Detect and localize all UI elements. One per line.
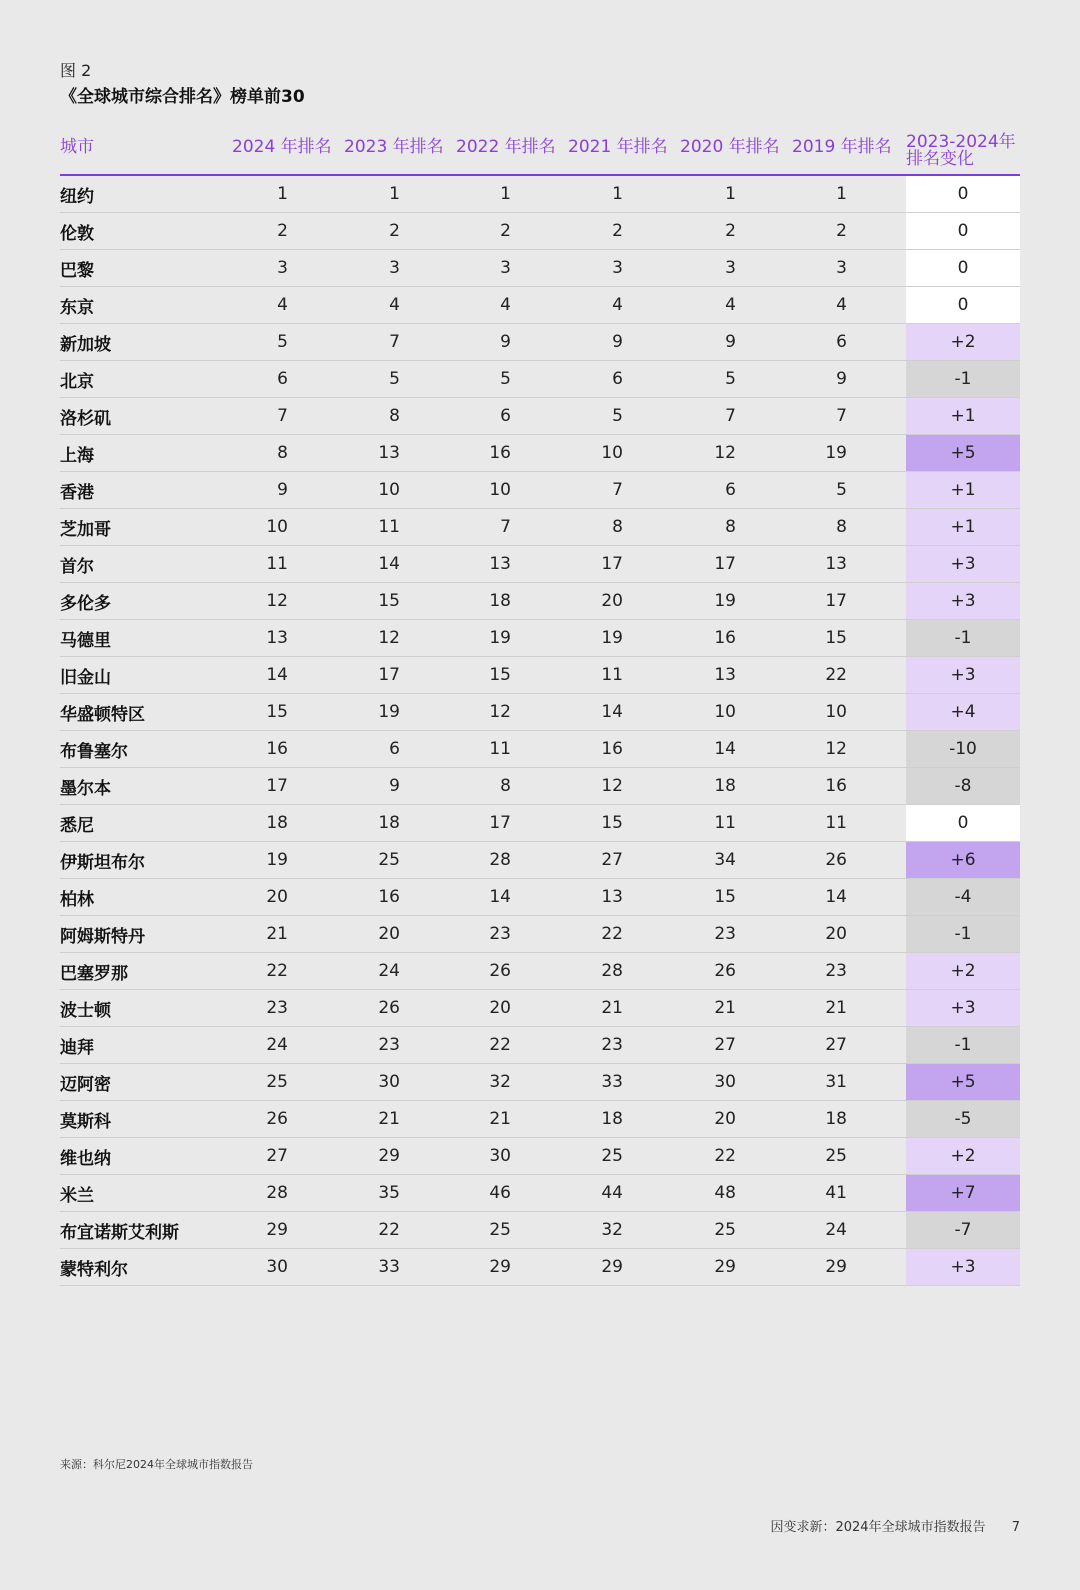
city-name: 纽约 bbox=[60, 186, 94, 207]
rank-2023: 20 bbox=[378, 924, 400, 944]
rank-2023: 35 bbox=[378, 1183, 400, 1203]
rank-2023: 15 bbox=[378, 591, 400, 611]
rank-2021: 18 bbox=[601, 1109, 623, 1129]
rank-change: +2 bbox=[906, 953, 1020, 989]
rank-2020: 29 bbox=[714, 1257, 736, 1277]
city-name: 布宜诺斯艾利斯 bbox=[60, 1222, 179, 1243]
rank-2019: 23 bbox=[825, 961, 847, 981]
rank-2023: 30 bbox=[378, 1072, 400, 1092]
rank-2019: 27 bbox=[825, 1035, 847, 1055]
rank-2023: 33 bbox=[378, 1257, 400, 1277]
rank-2024: 1 bbox=[277, 184, 288, 204]
table-row bbox=[60, 472, 1020, 509]
table-row bbox=[60, 213, 1020, 250]
rank-2024: 11 bbox=[266, 554, 288, 574]
rank-2022: 19 bbox=[489, 628, 511, 648]
rank-2019: 24 bbox=[825, 1220, 847, 1240]
city-name: 洛杉矶 bbox=[60, 408, 111, 429]
rank-2024: 24 bbox=[266, 1035, 288, 1055]
city-name: 柏林 bbox=[60, 889, 94, 910]
rank-change: +2 bbox=[906, 324, 1020, 360]
rank-2023: 18 bbox=[378, 813, 400, 833]
rank-2019: 6 bbox=[836, 332, 847, 352]
rank-2019: 26 bbox=[825, 850, 847, 870]
rank-2019: 41 bbox=[825, 1183, 847, 1203]
rank-change: -8 bbox=[906, 768, 1020, 804]
city-name: 蒙特利尔 bbox=[60, 1259, 128, 1280]
city-name: 伦敦 bbox=[60, 223, 94, 244]
header-city: 城市 bbox=[60, 137, 94, 157]
rank-2020: 16 bbox=[714, 628, 736, 648]
rank-2024: 19 bbox=[266, 850, 288, 870]
table-row bbox=[60, 953, 1020, 990]
figure-title: 《全球城市综合排名》榜单前30 bbox=[60, 87, 305, 107]
table-header bbox=[60, 128, 1020, 176]
rank-2021: 4 bbox=[612, 295, 623, 315]
header-2024: 2024 年排名 bbox=[232, 137, 332, 157]
rank-change: +3 bbox=[906, 583, 1020, 619]
rank-change: +6 bbox=[906, 842, 1020, 878]
table-row bbox=[60, 1249, 1020, 1286]
rank-2021: 33 bbox=[601, 1072, 623, 1092]
rank-2024: 17 bbox=[266, 776, 288, 796]
rank-2022: 25 bbox=[489, 1220, 511, 1240]
rank-2021: 32 bbox=[601, 1220, 623, 1240]
rank-2021: 3 bbox=[612, 258, 623, 278]
header-2020: 2020 年排名 bbox=[680, 137, 780, 157]
rank-change: +5 bbox=[906, 435, 1020, 471]
rank-2022: 29 bbox=[489, 1257, 511, 1277]
rank-2020: 7 bbox=[725, 406, 736, 426]
city-name: 巴黎 bbox=[60, 260, 94, 281]
rank-2019: 1 bbox=[836, 184, 847, 204]
rank-2020: 20 bbox=[714, 1109, 736, 1129]
rank-2024: 9 bbox=[277, 480, 288, 500]
rank-2024: 25 bbox=[266, 1072, 288, 1092]
rank-2022: 46 bbox=[489, 1183, 511, 1203]
rank-change: -4 bbox=[906, 879, 1020, 915]
rank-2024: 3 bbox=[277, 258, 288, 278]
rank-2020: 12 bbox=[714, 443, 736, 463]
table-row bbox=[60, 768, 1020, 805]
rank-2022: 6 bbox=[500, 406, 511, 426]
rank-2020: 6 bbox=[725, 480, 736, 500]
rank-2023: 23 bbox=[378, 1035, 400, 1055]
table-body bbox=[60, 176, 1020, 1286]
city-name: 波士顿 bbox=[60, 1000, 111, 1021]
table-row bbox=[60, 842, 1020, 879]
rank-2020: 26 bbox=[714, 961, 736, 981]
rank-change: +3 bbox=[906, 546, 1020, 582]
header-2023: 2023 年排名 bbox=[344, 137, 444, 157]
rank-change: +1 bbox=[906, 509, 1020, 545]
rank-2019: 3 bbox=[836, 258, 847, 278]
rank-2024: 5 bbox=[277, 332, 288, 352]
rank-2023: 3 bbox=[389, 258, 400, 278]
rank-change: -1 bbox=[906, 1027, 1020, 1063]
rank-change: +2 bbox=[906, 1138, 1020, 1174]
rank-2019: 10 bbox=[825, 702, 847, 722]
rank-2022: 30 bbox=[489, 1146, 511, 1166]
rank-2021: 10 bbox=[601, 443, 623, 463]
rank-2023: 6 bbox=[389, 739, 400, 759]
rank-2024: 30 bbox=[266, 1257, 288, 1277]
rank-2021: 6 bbox=[612, 369, 623, 389]
page-footer bbox=[770, 1516, 1020, 1535]
table-row bbox=[60, 1175, 1020, 1212]
rank-2024: 22 bbox=[266, 961, 288, 981]
table-row bbox=[60, 1212, 1020, 1249]
city-name: 维也纳 bbox=[60, 1148, 111, 1169]
city-name: 迪拜 bbox=[60, 1037, 94, 1058]
city-name: 东京 bbox=[60, 297, 94, 318]
source-note: 来源：科尔尼2024年全球城市指数报告 bbox=[60, 1458, 253, 1471]
rank-2023: 2 bbox=[389, 221, 400, 241]
table-row bbox=[60, 1064, 1020, 1101]
rank-2021: 1 bbox=[612, 184, 623, 204]
rank-2019: 9 bbox=[836, 369, 847, 389]
rank-change: +3 bbox=[906, 657, 1020, 693]
rank-2022: 32 bbox=[489, 1072, 511, 1092]
figure-label: 图 2 bbox=[60, 61, 92, 80]
rank-2020: 14 bbox=[714, 739, 736, 759]
city-name: 墨尔本 bbox=[60, 778, 111, 799]
rank-2020: 17 bbox=[714, 554, 736, 574]
table-row bbox=[60, 250, 1020, 287]
rank-2023: 11 bbox=[378, 517, 400, 537]
rank-2020: 4 bbox=[725, 295, 736, 315]
rank-2023: 19 bbox=[378, 702, 400, 722]
rank-2021: 8 bbox=[612, 517, 623, 537]
page-number: 7 bbox=[1011, 1520, 1020, 1535]
rank-2021: 20 bbox=[601, 591, 623, 611]
rank-change: +7 bbox=[906, 1175, 1020, 1211]
rank-2020: 19 bbox=[714, 591, 736, 611]
rank-2022: 5 bbox=[500, 369, 511, 389]
city-name: 华盛顿特区 bbox=[60, 704, 145, 725]
city-name: 北京 bbox=[60, 371, 94, 392]
rank-2021: 2 bbox=[612, 221, 623, 241]
table-row bbox=[60, 805, 1020, 842]
rank-2024: 20 bbox=[266, 887, 288, 907]
rank-2021: 14 bbox=[601, 702, 623, 722]
rank-2024: 27 bbox=[266, 1146, 288, 1166]
rank-2020: 5 bbox=[725, 369, 736, 389]
rank-2020: 13 bbox=[714, 665, 736, 685]
rank-2020: 21 bbox=[714, 998, 736, 1018]
rank-change: +3 bbox=[906, 990, 1020, 1026]
rank-2022: 4 bbox=[500, 295, 511, 315]
rank-2024: 16 bbox=[266, 739, 288, 759]
rank-2024: 21 bbox=[266, 924, 288, 944]
rank-2021: 17 bbox=[601, 554, 623, 574]
rank-2023: 13 bbox=[378, 443, 400, 463]
rank-2019: 20 bbox=[825, 924, 847, 944]
rank-2019: 31 bbox=[825, 1072, 847, 1092]
rank-2023: 25 bbox=[378, 850, 400, 870]
rank-change: +4 bbox=[906, 694, 1020, 730]
city-name: 上海 bbox=[60, 445, 94, 466]
header-2021: 2021 年排名 bbox=[568, 137, 668, 157]
city-name: 马德里 bbox=[60, 630, 111, 651]
header-2022: 2022 年排名 bbox=[456, 137, 556, 157]
rank-2023: 12 bbox=[378, 628, 400, 648]
table-row bbox=[60, 546, 1020, 583]
rank-2022: 22 bbox=[489, 1035, 511, 1055]
rank-2022: 7 bbox=[500, 517, 511, 537]
city-name: 新加坡 bbox=[60, 334, 111, 355]
table-row bbox=[60, 1138, 1020, 1175]
rank-2024: 28 bbox=[266, 1183, 288, 1203]
rank-change: -5 bbox=[906, 1101, 1020, 1137]
rank-change: 0 bbox=[906, 176, 1020, 212]
table-row bbox=[60, 435, 1020, 472]
rank-2021: 27 bbox=[601, 850, 623, 870]
rank-2022: 17 bbox=[489, 813, 511, 833]
rank-2021: 15 bbox=[601, 813, 623, 833]
rank-2021: 25 bbox=[601, 1146, 623, 1166]
rank-change: +1 bbox=[906, 398, 1020, 434]
header-2019: 2019 年排名 bbox=[792, 137, 892, 157]
rank-2022: 23 bbox=[489, 924, 511, 944]
city-name: 迈阿密 bbox=[60, 1074, 111, 1095]
rank-2023: 1 bbox=[389, 184, 400, 204]
rank-2024: 6 bbox=[277, 369, 288, 389]
rank-2020: 27 bbox=[714, 1035, 736, 1055]
rank-2022: 2 bbox=[500, 221, 511, 241]
table-row bbox=[60, 694, 1020, 731]
rank-change: 0 bbox=[906, 213, 1020, 249]
rank-2021: 29 bbox=[601, 1257, 623, 1277]
rank-2020: 10 bbox=[714, 702, 736, 722]
rank-2021: 5 bbox=[612, 406, 623, 426]
rank-change: 0 bbox=[906, 250, 1020, 286]
rank-2023: 21 bbox=[378, 1109, 400, 1129]
rank-2022: 10 bbox=[489, 480, 511, 500]
rank-2024: 26 bbox=[266, 1109, 288, 1129]
rank-2021: 16 bbox=[601, 739, 623, 759]
rank-2022: 13 bbox=[489, 554, 511, 574]
rank-2022: 15 bbox=[489, 665, 511, 685]
rank-2022: 9 bbox=[500, 332, 511, 352]
table-row bbox=[60, 620, 1020, 657]
rank-2021: 28 bbox=[601, 961, 623, 981]
rank-2020: 22 bbox=[714, 1146, 736, 1166]
rank-2023: 8 bbox=[389, 406, 400, 426]
rank-2023: 26 bbox=[378, 998, 400, 1018]
rank-2020: 3 bbox=[725, 258, 736, 278]
rank-2021: 13 bbox=[601, 887, 623, 907]
rank-2021: 12 bbox=[601, 776, 623, 796]
rank-2020: 8 bbox=[725, 517, 736, 537]
rank-2024: 15 bbox=[266, 702, 288, 722]
table-row bbox=[60, 990, 1020, 1027]
table-row bbox=[60, 731, 1020, 768]
rank-2024: 8 bbox=[277, 443, 288, 463]
table-row bbox=[60, 361, 1020, 398]
rank-2020: 34 bbox=[714, 850, 736, 870]
rank-2024: 10 bbox=[266, 517, 288, 537]
rank-2023: 17 bbox=[378, 665, 400, 685]
rank-2019: 13 bbox=[825, 554, 847, 574]
rank-2021: 7 bbox=[612, 480, 623, 500]
city-name: 巴塞罗那 bbox=[60, 963, 128, 984]
rank-2020: 11 bbox=[714, 813, 736, 833]
rank-2019: 16 bbox=[825, 776, 847, 796]
rank-change: +5 bbox=[906, 1064, 1020, 1100]
rank-2023: 16 bbox=[378, 887, 400, 907]
rank-change: 0 bbox=[906, 805, 1020, 841]
rank-2022: 12 bbox=[489, 702, 511, 722]
ranking-table bbox=[60, 128, 1020, 1286]
rank-change: +3 bbox=[906, 1249, 1020, 1285]
rank-2020: 18 bbox=[714, 776, 736, 796]
table-row bbox=[60, 509, 1020, 546]
rank-2022: 14 bbox=[489, 887, 511, 907]
rank-2024: 18 bbox=[266, 813, 288, 833]
rank-2022: 28 bbox=[489, 850, 511, 870]
rank-change: +1 bbox=[906, 472, 1020, 508]
table-row bbox=[60, 1027, 1020, 1064]
table-row bbox=[60, 287, 1020, 324]
city-name: 伊斯坦布尔 bbox=[60, 852, 145, 873]
city-name: 阿姆斯特丹 bbox=[60, 926, 145, 947]
rank-2023: 29 bbox=[378, 1146, 400, 1166]
rank-2023: 9 bbox=[389, 776, 400, 796]
rank-change: -1 bbox=[906, 361, 1020, 397]
rank-2019: 4 bbox=[836, 295, 847, 315]
rank-2019: 15 bbox=[825, 628, 847, 648]
rank-2019: 14 bbox=[825, 887, 847, 907]
city-name: 首尔 bbox=[60, 556, 94, 577]
rank-2021: 22 bbox=[601, 924, 623, 944]
city-name: 布鲁塞尔 bbox=[60, 741, 128, 762]
rank-change: 0 bbox=[906, 287, 1020, 323]
rank-2024: 29 bbox=[266, 1220, 288, 1240]
table-row bbox=[60, 879, 1020, 916]
rank-2020: 25 bbox=[714, 1220, 736, 1240]
rank-2019: 7 bbox=[836, 406, 847, 426]
rank-2023: 10 bbox=[378, 480, 400, 500]
rank-2019: 18 bbox=[825, 1109, 847, 1129]
rank-2024: 4 bbox=[277, 295, 288, 315]
rank-2021: 11 bbox=[601, 665, 623, 685]
rank-2020: 30 bbox=[714, 1072, 736, 1092]
rank-change: -10 bbox=[906, 731, 1020, 767]
rank-2019: 11 bbox=[825, 813, 847, 833]
rank-2019: 29 bbox=[825, 1257, 847, 1277]
rank-2022: 8 bbox=[500, 776, 511, 796]
city-name: 香港 bbox=[60, 482, 94, 503]
header-change: 2023-2024年 排名变化 bbox=[906, 132, 1016, 169]
rank-2024: 2 bbox=[277, 221, 288, 241]
city-name: 悉尼 bbox=[60, 815, 94, 836]
city-name: 多伦多 bbox=[60, 593, 111, 614]
rank-2024: 7 bbox=[277, 406, 288, 426]
rank-change: -7 bbox=[906, 1212, 1020, 1248]
rank-2023: 24 bbox=[378, 961, 400, 981]
city-name: 芝加哥 bbox=[60, 519, 111, 540]
rank-2019: 12 bbox=[825, 739, 847, 759]
table-row bbox=[60, 176, 1020, 213]
rank-2021: 21 bbox=[601, 998, 623, 1018]
rank-2019: 19 bbox=[825, 443, 847, 463]
rank-2020: 23 bbox=[714, 924, 736, 944]
rank-2024: 12 bbox=[266, 591, 288, 611]
city-name: 莫斯科 bbox=[60, 1111, 111, 1132]
rank-2022: 20 bbox=[489, 998, 511, 1018]
rank-change: -1 bbox=[906, 620, 1020, 656]
rank-2019: 17 bbox=[825, 591, 847, 611]
rank-2019: 22 bbox=[825, 665, 847, 685]
rank-2020: 2 bbox=[725, 221, 736, 241]
rank-2020: 48 bbox=[714, 1183, 736, 1203]
rank-2023: 7 bbox=[389, 332, 400, 352]
rank-2024: 23 bbox=[266, 998, 288, 1018]
rank-2020: 1 bbox=[725, 184, 736, 204]
rank-2022: 11 bbox=[489, 739, 511, 759]
rank-2022: 18 bbox=[489, 591, 511, 611]
rank-2021: 9 bbox=[612, 332, 623, 352]
rank-2022: 26 bbox=[489, 961, 511, 981]
rank-2019: 25 bbox=[825, 1146, 847, 1166]
city-name: 旧金山 bbox=[60, 667, 111, 688]
table-row bbox=[60, 583, 1020, 620]
rank-2022: 3 bbox=[500, 258, 511, 278]
rank-2024: 13 bbox=[266, 628, 288, 648]
rank-2021: 44 bbox=[601, 1183, 623, 1203]
rank-2020: 9 bbox=[725, 332, 736, 352]
rank-2023: 4 bbox=[389, 295, 400, 315]
table-row bbox=[60, 398, 1020, 435]
table-row bbox=[60, 657, 1020, 694]
rank-2023: 22 bbox=[378, 1220, 400, 1240]
table-row bbox=[60, 916, 1020, 953]
rank-2021: 19 bbox=[601, 628, 623, 648]
rank-2020: 15 bbox=[714, 887, 736, 907]
table-row bbox=[60, 324, 1020, 361]
rank-2022: 21 bbox=[489, 1109, 511, 1129]
table-row bbox=[60, 1101, 1020, 1138]
rank-change: -1 bbox=[906, 916, 1020, 952]
rank-2023: 14 bbox=[378, 554, 400, 574]
rank-2022: 16 bbox=[489, 443, 511, 463]
footer-title: 因变求新：2024年全球城市指数报告 bbox=[770, 1520, 986, 1535]
rank-2019: 8 bbox=[836, 517, 847, 537]
rank-2022: 1 bbox=[500, 184, 511, 204]
rank-2024: 14 bbox=[266, 665, 288, 685]
rank-2023: 5 bbox=[389, 369, 400, 389]
city-name: 米兰 bbox=[60, 1185, 94, 1206]
rank-2019: 5 bbox=[836, 480, 847, 500]
rank-2019: 2 bbox=[836, 221, 847, 241]
rank-2021: 23 bbox=[601, 1035, 623, 1055]
rank-2019: 21 bbox=[825, 998, 847, 1018]
